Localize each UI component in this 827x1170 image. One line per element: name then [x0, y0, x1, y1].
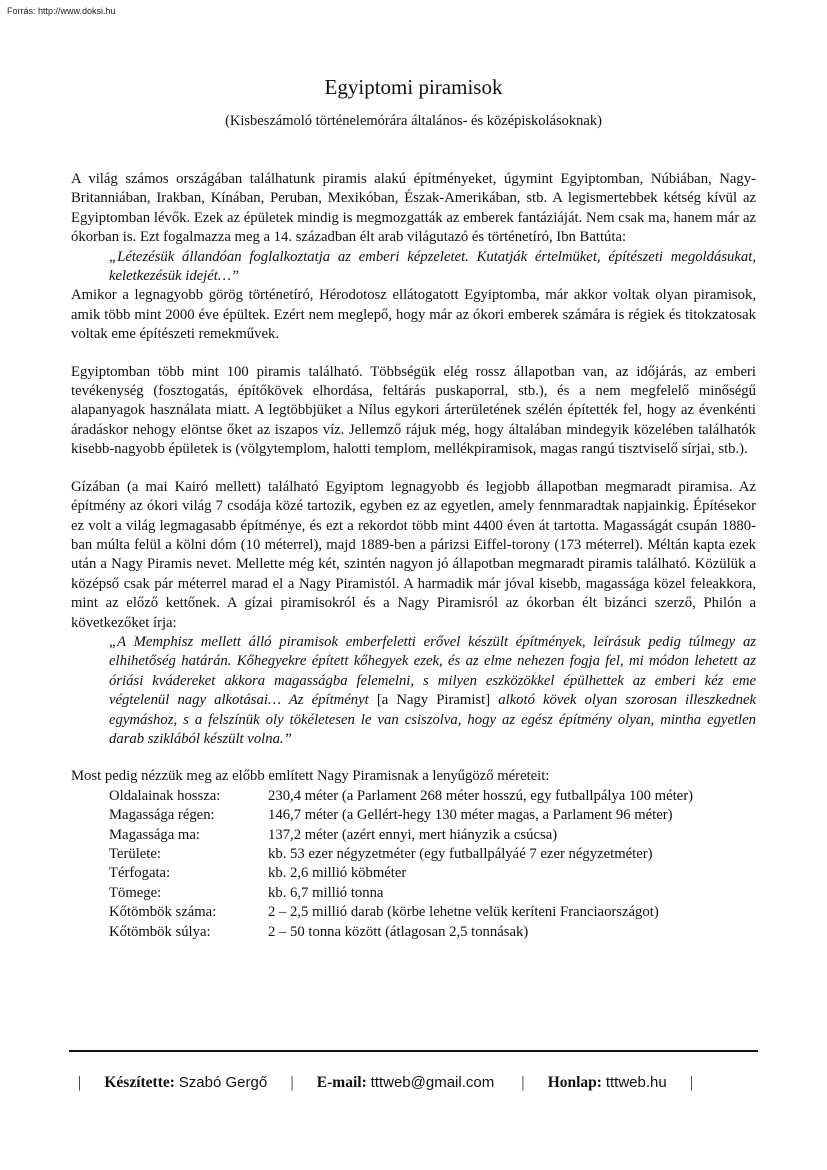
quote-philon-insert: [a Nagy Piramist]	[376, 692, 491, 709]
fact-value: kb. 53 ezer négyzetméter (egy futballpályáé 7 ezer négyzetméter)	[268, 846, 653, 862]
homepage-label: Honlap:	[547, 1074, 602, 1091]
paragraph-intro: A világ számos országában találhatunk piramis alakú építményeket, úgymint Egyiptomban, Núbiában, Nagy-Britanniában, Irakban, Kínában, Peruban, Mexikóban, Észak-Amerikában, stb. A legismertebbek kétség kívül az Egyiptomban lévők. Ezek az épületek mindig is megmozgatták az emberek fantáziáját. Nem csak ma, hanem már az ókorban is. Ezt fogalmazza meg a 14. században élt arab világutazó és történetíró, Ibn Battúta:	[71, 171, 756, 246]
fact-label: Kőtömbök súlya:	[109, 923, 211, 940]
table-row	[109, 923, 693, 942]
quote-philon	[109, 633, 756, 749]
author-label: Készítette:	[104, 1074, 175, 1091]
email-link[interactable]: tttweb@gmail.com	[370, 1074, 495, 1091]
paragraph-herodotus: Amikor a legnagyobb görög történetíró, Hérodotosz ellátogatott Egyiptomba, már akkor voltak olyan piramisok, amik több mint 2000 éve épültek. Ezért nem meglepő, hogy már az ókori emberek számára is régiek és titokzatosak voltak eme építészeti remekművek.	[71, 287, 756, 343]
table-row	[109, 864, 693, 883]
quote-philon-part-1: „A Memphisz mellett álló piramisok emberfeletti erővel készült építmények, leírásuk pedig túlmegy az elhihetőség határán. Kőhegyekre épített kőhegyek ezek, és az elme nehezen fogja fel, mi módon lehetett az óriási kvádereket akkora magasságba felemelni, s milyen eszközökkel épülhettek az emberi kéz eme végtelenül nagy alkotásai… Az építményt	[109, 633, 756, 709]
fact-label: Térfogata:	[109, 865, 171, 882]
fact-label: Oldalainak hossza:	[109, 787, 221, 804]
source-label: Forrás: http://www.doksi.hu	[7, 6, 116, 16]
fact-label: Magassága ma:	[109, 826, 200, 843]
page-title: Egyiptomi piramisok	[324, 75, 503, 99]
footer	[78, 1074, 758, 1092]
footer-separator: |	[689, 1074, 694, 1091]
table-row	[109, 845, 693, 864]
footer-separator: |	[521, 1074, 525, 1091]
fact-label: Magassága régen:	[109, 807, 215, 824]
email-label: E-mail:	[316, 1074, 367, 1091]
fact-value: 2 – 50 tonna között (átlagosan 2,5 tonnásak)	[268, 923, 529, 940]
fact-value: 2 – 2,5 millió darab (körbe lehetne velük keríteni Franciaországot)	[268, 904, 659, 921]
fact-label: Tömege:	[109, 884, 162, 901]
fact-label: Területe:	[109, 846, 161, 862]
paragraph-dimensions-intro: Most pedig nézzük meg az előbb említett Nagy Piramisnak a lenyűgöző méreteit:	[71, 768, 550, 785]
table-row	[109, 826, 693, 845]
fact-value: 137,2 méter (azért ennyi, mert hiányzik a csúcsa)	[268, 826, 558, 843]
quote-philon-part-2: alkotó kövek olyan szorosan illeszkednek egymáshoz, s a felszínük oly tökéletesen le van csiszolva, hogy az egész építmény olyan, mintha egyetlen darab sziklából készült volna.”	[109, 692, 757, 747]
dimensions-table	[109, 787, 693, 942]
footer-separator: |	[290, 1074, 294, 1091]
document-body	[71, 170, 756, 942]
paragraph-giza: Gízában (a mai Kairó mellett) található Egyiptom legnagyobb és legjobb állapotban megmaradt piramisa. Az építmény az ókori világ 7 csodája közé tartozik, egyben ez az egyetlen, amely fennmaradtak napjainkig. Építésekor ez volt a világ legmagasabb építménye, és ezt a rekordot több mint 4400 éven át tartotta. Magasságát csupán 1880-ban múlta felül a kölni dóm (10 méterrel), majd 1889-ben a párizsi Eiffel-torony (173 méterrel). Méltán kapta ezek után a Nagy Piramis nevet. Mellette még két, szintén nagyon jó állapotban megmaradt piramis található. Közülük a középső csak pár méterrel marad el a Nagy Piramistól. A harmadik már jóval kisebb, magassága közel feleakkora, mint az előző kettőnek. A gízai piramisokról és a Nagy Piramisról az ókorban élt bizánci szerző, Philón a következőket írja:	[71, 478, 756, 631]
quote-ibn-battuta: „Létezésük állandóan foglalkoztatja az emberi képzeletet. Kutatják értelmüket, építészeti megoldásukat, keletkezésük idejét…”	[109, 248, 756, 285]
footer-separator: |	[78, 1074, 82, 1091]
table-row	[109, 903, 693, 922]
fact-value: 230,4 méter (a Parlament 268 méter hosszú, egy futballpálya 100 méter)	[268, 787, 693, 804]
author-name: Szabó Gergő	[178, 1074, 268, 1091]
paragraph-condition: Egyiptomban több mint 100 piramis található. Többségük elég rossz állapotban van, az időjárás, az emberi tevékenység (fosztogatás, építőkövek elhordása, feltárás puskaporral, stb.), és a nem megfelelő minőségű alapanyagok használata miatt. A legtöbbjüket a Nílus egykori árterületének szélén építették fel, hogy az évenkénti áradáskor nehogy elöntse őket az iszapos víz. Jellemző rájuk még, hogy általában mindegyik közelében találhatók kisebb-nagyobb épületek is (völgytemplom, halotti templom, mellékpiramisok, magas rangú tisztviselő sírjai, stb.).	[71, 363, 756, 458]
fact-value: 146,7 méter (a Gellért-hegy 130 méter magas, a Parlament 96 méter)	[268, 807, 673, 824]
table-row	[109, 787, 693, 806]
fact-value: kb. 6,7 millió tonna	[268, 884, 384, 901]
table-row	[109, 884, 693, 903]
page-subtitle: (Kisbeszámoló történelemórára általános- és középiskolásoknak)	[225, 113, 602, 129]
fact-label: Kőtömbök száma:	[109, 904, 217, 921]
homepage-link[interactable]: tttweb.hu	[605, 1074, 667, 1091]
table-row	[109, 806, 693, 825]
footer-divider	[69, 1050, 758, 1052]
fact-value: kb. 2,6 millió köbméter	[268, 865, 407, 882]
